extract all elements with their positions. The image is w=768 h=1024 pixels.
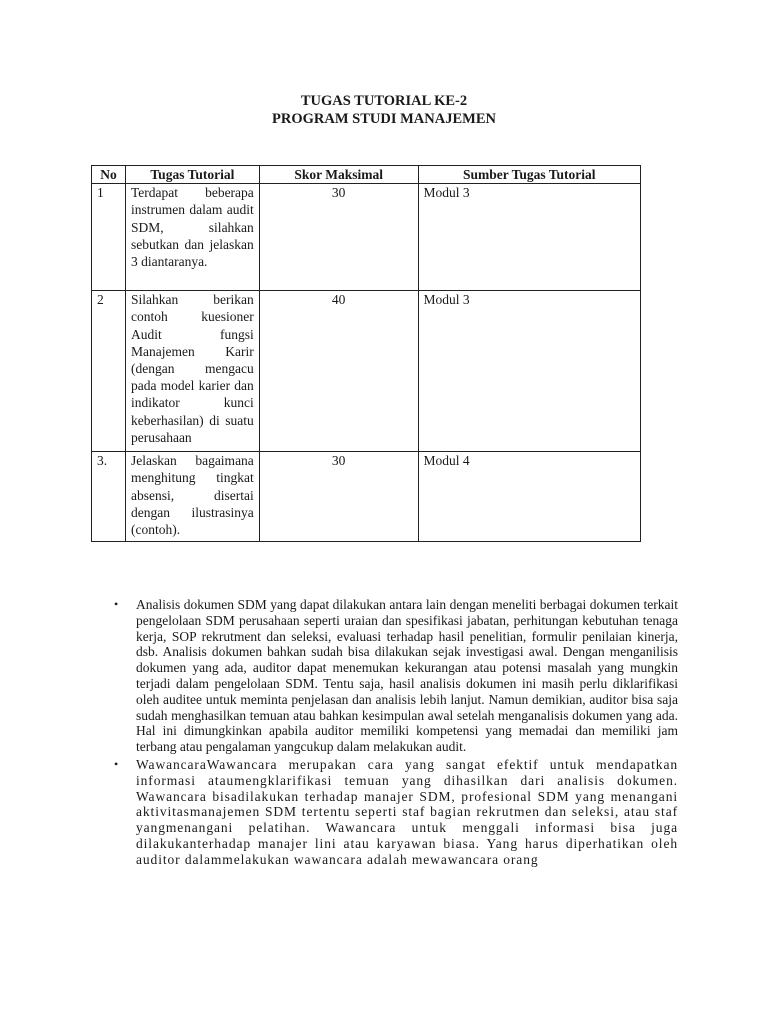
- title-line-1: TUGAS TUTORIAL KE-2: [300, 93, 468, 109]
- bullet-text: WawancaraWawancara merupakan cara yang sangat efektif untuk mendapatkan informasi ataumengklarifikasi temuan yang dihasilkan dari analisis dokumen. Wawancara bisadilakukan terhadap manajer SDM, profesional SDM yang menangani aktivitasmanajemen SDM tertentu seperti staf bagian rekrutmen dan seleksi, atau staf yangmenangani pelatihan. Wawancara untuk menggali informasi bisa juga dilakukanterhadap manajer lini atau karyawan biasa. Yang harus diperhatikan oleh auditor dalammelakukan wawancara adalah mewawancara orang: [136, 756, 678, 867]
- header-tugas: Tugas Tutorial: [125, 166, 259, 184]
- table-row: [92, 452, 641, 542]
- cell-skor: 30: [259, 452, 418, 542]
- tugas-table: [91, 165, 641, 542]
- cell-skor: 40: [259, 291, 418, 452]
- bullet-icon: •: [114, 756, 120, 771]
- bullet-item-wawancara: [114, 757, 678, 868]
- document-title: [0, 92, 768, 128]
- bullet-text: Analisis dokumen SDM yang dapat dilakukan antara lain dengan meneliti berbagai dokumen terkait pengelolaan SDM perusahaan seperti uraian dan spesifikasi jabatan, perhitungan kebutuhan tenaga kerja, SOP rekrutment dan seleksi, evaluasi terhadap hasil penelitian, formulir penilaian kinerja, dsb. Analisis dokumen bahkan sudah bisa dilakukan sejak investigasi awal. Dengan menganilisis dokumen yang ada, auditor dapat menemukan kekurangan atau potensi masalah yang mungkin terjadi dalam pengelolaan SDM. Tentu saja, hasil analisis dokumen ini masih perlu diklarifikasi oleh auditee untuk meminta penjelasan dan analisis lebih lanjut. Namun demikian, auditor bisa saja sudah menghasilkan temuan atau bahkan kesimpulan awal setelah menganalisis dokumen yang ada. Hal ini dimungkinkan apabila auditor memiliki kompetensi yang memadai dan memiliki jam terbang atau pengalaman yangcukup dalam melakukan audit.: [136, 597, 678, 755]
- header-skor: Skor Maksimal: [259, 166, 418, 184]
- cell-tugas: Terdapat beberapa instrumen dalam audit SDM, silahkan sebutkan dan jelaskan 3 diantaranya.: [125, 184, 259, 291]
- cell-no: 1: [92, 184, 126, 291]
- cell-tugas: Silahkan berikan contoh kuesioner Audit fungsi Manajemen Karir (dengan mengacu pada model karier dan indikator kunci keberhasilan) di suatu perusahaan: [125, 291, 259, 452]
- bullet-item-analisis-dokumen: [114, 597, 678, 755]
- table-row: [92, 184, 641, 291]
- cell-sumber: Modul 3: [418, 184, 641, 291]
- cell-sumber: Modul 4: [418, 452, 641, 542]
- cell-skor: 30: [259, 184, 418, 291]
- title-line-2: PROGRAM STUDI MANAJEMEN: [272, 111, 496, 127]
- cell-no: 2: [92, 291, 126, 452]
- table-row: [92, 291, 641, 452]
- table-header-row: [92, 166, 641, 184]
- cell-tugas: Jelaskan bagaimana menghitung tingkat absensi, disertai dengan ilustrasinya (contoh).: [125, 452, 259, 542]
- bullet-list: [114, 597, 678, 870]
- cell-no: 3.: [92, 452, 126, 542]
- header-no: No: [92, 166, 126, 184]
- header-sumber: Sumber Tugas Tutorial: [418, 166, 641, 184]
- cell-sumber: Modul 3: [418, 291, 641, 452]
- bullet-icon: •: [114, 597, 119, 611]
